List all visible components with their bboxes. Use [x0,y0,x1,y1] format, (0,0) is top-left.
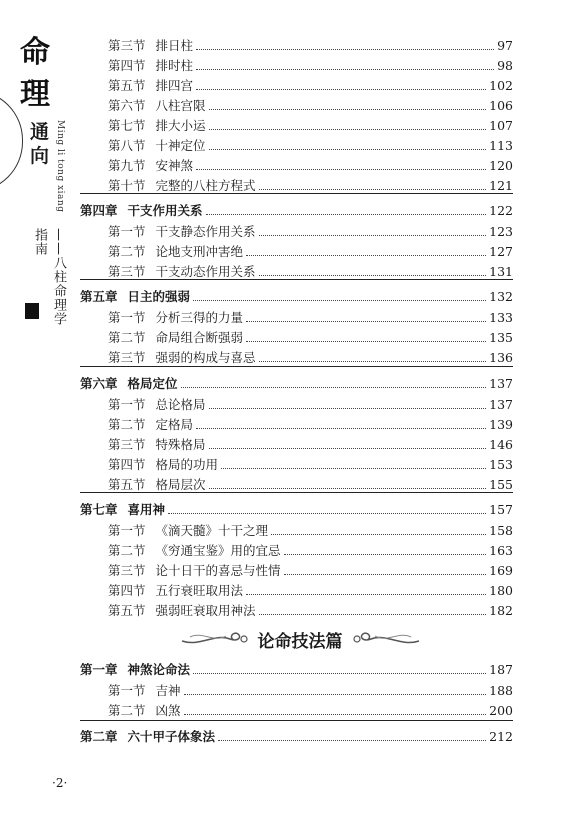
toc-section-row[interactable] [108,158,513,174]
toc-chapter-row[interactable] [80,502,513,518]
toc-leader-dots [196,428,486,429]
toc-entry-title: 命局组合断强弱 [155,330,244,345]
right-swirl-ornament [351,629,421,649]
toc-entry-title: 特殊格局 [155,437,206,452]
toc-entry-title: 凶煞 [155,703,181,718]
toc-page-number: 121 [489,178,513,193]
toc-leader-dots [209,488,487,489]
toc-leader-dots [259,614,487,615]
toc-entry-number: 第三节 [108,563,146,578]
toc-leader-dots [168,513,486,514]
toc-entry-number: 第七节 [108,118,146,133]
toc-leader-dots [284,554,487,555]
toc-section-row[interactable] [108,78,513,94]
toc-leader-dots [193,300,486,301]
toc-entry-title: 总论格局 [155,397,206,412]
toc-entry-number: 第三节 [108,437,146,452]
toc-entry-number: 第一节 [108,683,146,698]
toc-leader-dots [259,235,487,236]
toc-page-number: 163 [489,543,513,558]
toc-section-row[interactable] [108,523,513,539]
toc-page-number: 157 [489,502,513,517]
toc-entry-number: 第五节 [108,78,146,93]
toc-page-number: 106 [489,98,513,113]
toc-entry-number: 第二章 [80,729,118,744]
toc-leader-dots [259,361,487,362]
toc-section-row[interactable] [108,58,513,74]
toc-page-number: 102 [489,78,513,93]
chapter-divider-line [80,366,513,367]
toc-page-number: 113 [489,138,513,153]
toc-leader-dots [259,189,487,190]
toc-entry-number: 第二节 [108,330,146,345]
toc-page-number: 107 [489,118,513,133]
toc-section-row[interactable] [108,457,513,473]
toc-entry-number: 第七章 [80,502,118,517]
toc-leader-dots [246,341,486,342]
toc-entry-number: 第二节 [108,543,146,558]
chapter-divider-line [80,492,513,493]
toc-page-number: 137 [489,376,513,391]
toc-entry-number: 第五节 [108,603,146,618]
toc-entry-title: 五行衰旺取用法 [155,583,244,598]
toc-leader-dots [218,740,486,741]
toc-chapter-row[interactable] [80,289,513,305]
spine-title-1: 命 [20,35,50,70]
toc-entry-number: 第四节 [108,457,146,472]
toc-entry-number: 第五章 [80,289,118,304]
toc-entry-title: 论地支刑冲害绝 [155,244,244,259]
toc-entry-title: 论十日干的喜忌与性情 [155,563,281,578]
toc-section-row[interactable] [108,477,513,493]
toc-page-number: 98 [497,58,513,73]
toc-page-number: 212 [489,729,513,744]
toc-section-row[interactable] [108,543,513,559]
toc-entry-title: 排大小运 [155,118,206,133]
toc-entry-number: 第一节 [108,397,146,412]
toc-leader-dots [196,49,494,50]
spine-romanization: Ming li tong xiang [55,120,65,213]
toc-leader-dots [259,275,487,276]
toc-section-row[interactable] [108,224,513,240]
toc-leader-dots [196,169,486,170]
toc-entry-title: 《穷通宝鉴》用的宜忌 [155,543,281,558]
spine-black-bar [25,303,39,319]
toc-page-number: 200 [489,703,513,718]
spine-subtitle: 通向 [30,121,50,167]
toc-entry-number: 第一节 [108,523,146,538]
toc-page-number: 188 [489,683,513,698]
toc-entry-title: 分析三得的力量 [155,310,244,325]
toc-leader-dots [209,149,487,150]
toc-entry-number: 第三节 [108,264,146,279]
toc-entry-title: 排四宫 [155,78,194,93]
toc-section-row[interactable] [108,583,513,599]
toc-leader-dots [209,448,487,449]
toc-entry-title: 强弱的构成与喜忌 [155,350,256,365]
toc-entry-title: 格局定位 [127,376,178,391]
toc-page-number: 132 [489,289,513,304]
toc-entry-number: 第三节 [108,38,146,53]
toc-entry-title: 喜用神 [127,502,166,517]
toc-leader-dots [246,255,486,256]
toc-entry-number: 第二节 [108,417,146,432]
toc-entry-title: 排时柱 [155,58,194,73]
toc-leader-dots [193,673,486,674]
toc-page-number: 158 [489,523,513,538]
toc-page-number: 155 [489,477,513,492]
toc-chapter-row[interactable] [80,729,513,745]
toc-entry-number: 第十节 [108,178,146,193]
toc-page-number: 182 [489,603,513,618]
toc-entry-number: 第一章 [80,662,118,677]
spine-book-subtitle: ——八柱命理学指南 [32,228,66,326]
toc-page-number: 136 [489,350,513,365]
toc-entry-title: 强弱旺衰取用神法 [155,603,256,618]
toc-page-number: 123 [489,224,513,239]
toc-leader-dots [196,69,494,70]
toc-section-row[interactable] [108,417,513,433]
toc-entry-title: 干支静态作用关系 [155,224,256,239]
chapter-divider-line [80,720,513,721]
toc-section-row[interactable] [108,118,513,134]
toc-leader-dots [246,321,486,322]
part-title: 论命技法篇 [257,631,343,652]
toc-entry-number: 第一节 [108,310,146,325]
toc-section-row[interactable] [108,350,513,366]
toc-section-row[interactable] [108,244,513,260]
toc-leader-dots [221,468,486,469]
toc-leader-dots [284,574,487,575]
toc-section-row[interactable] [108,138,513,154]
chapter-divider-line [80,279,513,280]
toc-page-number: 137 [489,397,513,412]
toc-entry-number: 第二节 [108,703,146,718]
page-number: ·2· [52,776,68,790]
toc-page-number: 153 [489,457,513,472]
toc-page-number: 169 [489,563,513,578]
toc-entry-number: 第五节 [108,477,146,492]
toc-entry-number: 第三节 [108,350,146,365]
toc-leader-dots [184,714,487,715]
toc-page-number: 139 [489,417,513,432]
toc-entry-title: 吉神 [155,683,181,698]
part-heading [170,624,430,654]
chapter-divider-line [80,193,513,194]
toc-section-row[interactable] [108,563,513,579]
toc-entry-number: 第八节 [108,138,146,153]
toc-leader-dots [271,534,486,535]
toc-entry-number: 第六章 [80,376,118,391]
toc-section-row[interactable] [108,437,513,453]
toc-entry-title: 八柱宫限 [155,98,206,113]
toc-leader-dots [206,214,487,215]
toc-page-number: 127 [489,244,513,259]
toc-entry-title: 格局层次 [155,477,206,492]
toc-entry-number: 第九节 [108,158,146,173]
toc-page-number: 180 [489,583,513,598]
toc-section-row[interactable] [108,330,513,346]
toc-section-row[interactable] [108,264,513,280]
toc-page-number: 120 [489,158,513,173]
toc-leader-dots [209,408,487,409]
toc-entry-title: 神煞论命法 [127,662,191,677]
toc-entry-number: 第二节 [108,244,146,259]
toc-section-row[interactable] [108,683,513,699]
toc-entry-title: 干支作用关系 [127,203,203,218]
toc-section-row[interactable] [108,98,513,114]
toc-leader-dots [246,594,486,595]
toc-page-number: 187 [489,662,513,677]
toc-entry-number: 第六节 [108,98,146,113]
toc-section-row[interactable] [108,397,513,413]
toc-page-number: 133 [489,310,513,325]
toc-entry-title: 日主的强弱 [127,289,191,304]
toc-leader-dots [209,129,487,130]
toc-entry-title: 排日柱 [155,38,194,53]
spine-title-2: 理 [20,77,50,112]
toc-entry-title: 完整的八柱方程式 [155,178,256,193]
toc-entry-title: 《滴天髓》十干之理 [155,523,269,538]
toc-section-row[interactable] [108,603,513,619]
toc-leader-dots [196,89,486,90]
toc-chapter-row[interactable] [80,376,513,392]
left-swirl-ornament [180,629,250,649]
toc-section-row[interactable] [108,178,513,194]
toc-entry-title: 十神定位 [155,138,206,153]
toc-section-row[interactable] [108,310,513,326]
toc-entry-number: 第一节 [108,224,146,239]
toc-entry-number: 第四章 [80,203,118,218]
toc-entry-number: 第四节 [108,58,146,73]
book-spine-mark [0,30,80,330]
toc-entry-number: 第四节 [108,583,146,598]
toc-leader-dots [181,387,487,388]
toc-page-number: 122 [489,203,513,218]
toc-section-row[interactable] [108,703,513,719]
toc-page-number: 146 [489,437,513,452]
toc-entry-title: 干支动态作用关系 [155,264,256,279]
toc-chapter-row[interactable] [80,203,513,219]
toc-page-number: 135 [489,330,513,345]
toc-leader-dots [184,694,487,695]
toc-section-row[interactable] [108,38,513,54]
toc-leader-dots [209,109,487,110]
toc-chapter-row[interactable] [80,662,513,678]
toc-entry-title: 安神煞 [155,158,194,173]
toc-entry-title: 格局的功用 [155,457,219,472]
toc-entry-title: 六十甲子体象法 [127,729,216,744]
toc-page-number: 131 [489,264,513,279]
toc-page-number: 97 [497,38,513,53]
toc-entry-title: 定格局 [155,417,194,432]
